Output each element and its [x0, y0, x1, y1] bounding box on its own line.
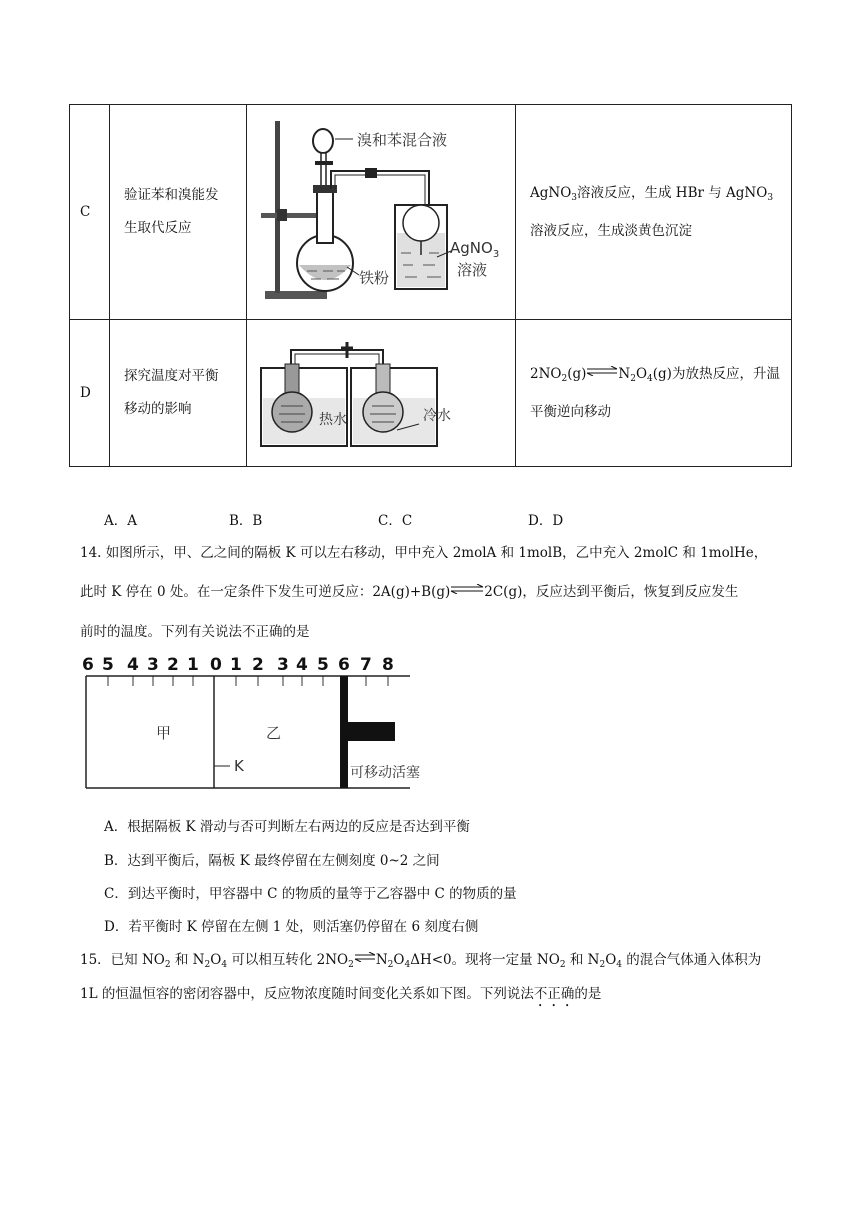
purpose-line-2: 生取代反应: [124, 220, 192, 236]
purpose-line-1: 探究温度对平衡: [124, 368, 219, 384]
q14-option-b: B．达到平衡后，隔板 K 最终停留在左侧刻度 0~2 之间: [104, 853, 440, 869]
explain-line-2: 平衡逆向移动: [530, 403, 611, 420]
q13-option-a: A．A: [104, 513, 137, 529]
left-scale: [82, 655, 199, 675]
scale-label-left: 2: [167, 655, 179, 675]
q13-option-b: B．B: [229, 513, 263, 529]
row-purpose: [110, 320, 247, 467]
separatory-funnel: [313, 129, 333, 153]
scale-label-right: 5: [317, 655, 329, 675]
scale-label-right: 4: [296, 655, 308, 675]
row-letter: C: [70, 105, 110, 320]
label-yi: 乙: [266, 724, 282, 742]
table-row-d: [70, 320, 792, 467]
row-explanation: [516, 320, 792, 467]
label-hot-water: 热水: [319, 412, 347, 428]
scale-label-left: 6: [82, 655, 94, 675]
bromination-apparatus-figure: [247, 105, 516, 319]
apparatus-figure-cell: [247, 105, 516, 320]
equilibrium-arrow-icon: [450, 584, 484, 594]
row-letter: D: [70, 320, 110, 467]
label-k: K: [234, 757, 244, 775]
label-movable-piston: 可移动活塞: [350, 765, 420, 781]
stand-rod: [275, 121, 280, 293]
delivery-tube: [331, 171, 429, 205]
q14-stem-line-1: 14. 如图所示，甲、乙之间的隔板 K 可以左右移动，甲中充入 2molA 和 1molB，乙中充入 2molC 和 1molHe，: [80, 545, 768, 561]
scale-label-left: 3: [147, 655, 159, 675]
options-table: [69, 104, 792, 467]
apparatus-figure-cell: [247, 320, 516, 467]
explain-line-1: $2NO_2(g)$ $N_2O_4(g)$为放热反应，升温: [530, 365, 780, 384]
connecting-tube: [291, 350, 383, 366]
scale-label-left: 5: [102, 655, 114, 675]
scale-label-left: 4: [127, 655, 139, 675]
q14-option-d: D．若平衡时 K 停留在左侧 1 处，则活塞仍停留在 6 刻度右侧: [104, 919, 479, 935]
equilibrium-arrow-icon: [586, 366, 618, 376]
stand-clamp: [261, 213, 319, 218]
scale-label-right: 1: [230, 655, 242, 675]
label-cold-water: 冷水: [423, 408, 451, 424]
temperature-equilibrium-figure: [247, 320, 516, 466]
label-iron-powder: 铁粉: [359, 269, 390, 287]
explain-line-1: AgNO$_3$溶液反应，生成 HBr 与 AgNO$_3$: [530, 184, 774, 203]
q14-option-c: C．到达平衡时，甲容器中 C 的物质的量等于乙容器中 C 的物质的量: [104, 886, 517, 902]
q15-stem-line-2: 1L 的恒温恒容的密闭容器中，反应物浓度随时间变化关系如下图。下列说法不正确的是: [80, 986, 602, 1002]
q14-stem-line-2: 此时 K 停在 0 处。在一定条件下发生可逆反应：2A(g)+B(g) 2C(g)，反应达到平衡后，恢复到反应发生: [80, 584, 739, 600]
label-bromine-benzene: 溴和苯混合液: [357, 131, 448, 149]
scale-label-right: 6: [338, 655, 350, 675]
label-agno3: AgNO: [450, 239, 493, 257]
q15-stem-line-1: 15．已知 $NO_2$ 和 $N_2O_4$ 可以相互转化 $2NO_2$ $N_2O_4\Delta H<0$。现将一定量 $NO_2$ 和 $N_2O_4$ 的混合气体通入体积为: [80, 952, 762, 970]
scale-label-right: 8: [382, 655, 394, 675]
equilibrium-arrow-icon: [354, 952, 376, 962]
container-partition-figure: [80, 652, 420, 792]
row-purpose: [110, 105, 247, 320]
q13-option-c: C．C: [378, 513, 413, 529]
right-scale: [210, 655, 394, 675]
scale-label-right: 3: [277, 655, 289, 675]
label-solution: 溶液: [457, 261, 488, 279]
q14-stem-line-3: 前时的温度。下列有关说法不正确的是: [80, 624, 310, 640]
scale-label-right: 0: [210, 655, 222, 675]
table-row-c: [70, 105, 792, 320]
q14-option-a: A．根据隔板 K 滑动与否可判断左右两边的反应是否达到平衡: [104, 819, 470, 835]
scale-label-right: 7: [360, 655, 372, 675]
explain-line-2: 溶液反应，生成淡黄色沉淀: [530, 222, 692, 239]
svg-text:AgNO3: AgNO$_3$: [450, 239, 500, 260]
emphasis-text: 不正确: [533, 986, 575, 1002]
q13-option-d: D．D: [528, 513, 564, 529]
purpose-line-1: 验证苯和溴能发: [124, 187, 219, 203]
scale-label-right: 2: [252, 655, 264, 675]
purpose-line-2: 移动的影响: [124, 401, 192, 417]
row-explanation: [516, 105, 792, 320]
stand-base: [265, 291, 327, 299]
scale-label-left: 1: [187, 655, 199, 675]
label-jia: 甲: [156, 724, 172, 742]
